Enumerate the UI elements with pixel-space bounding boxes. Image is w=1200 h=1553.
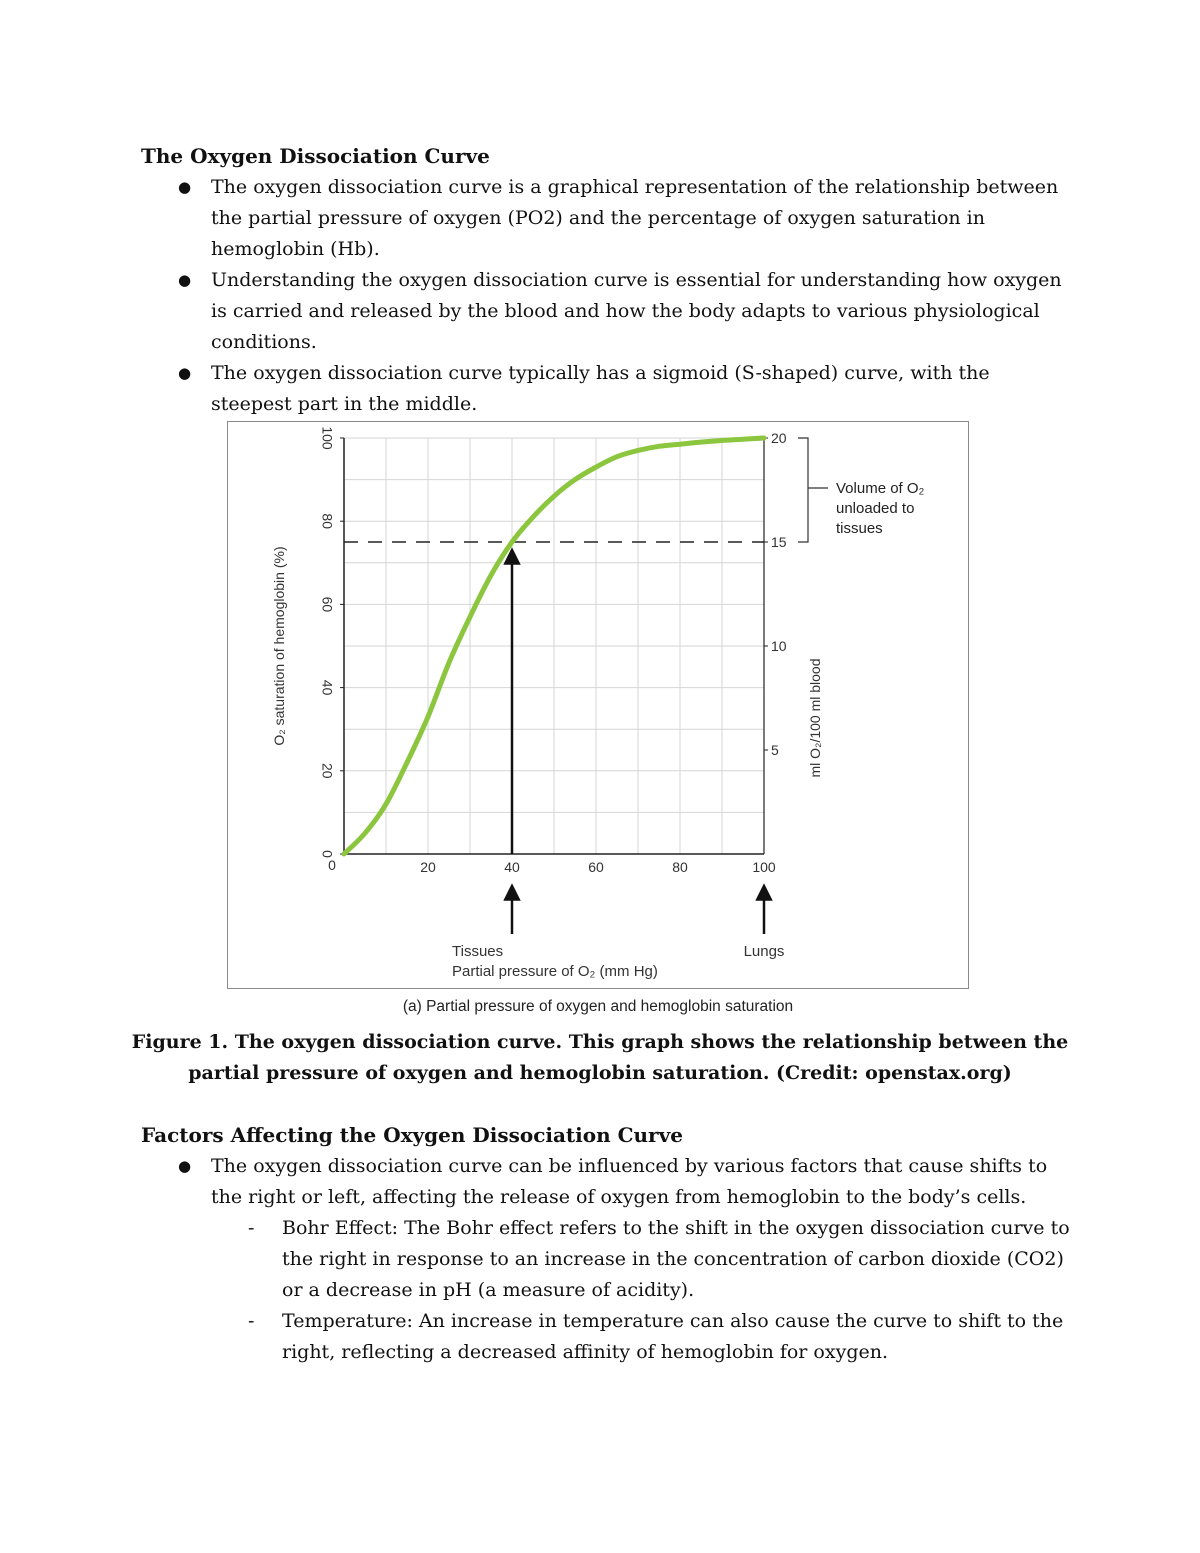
y2-tick-label: 10 (771, 638, 787, 654)
chart-tick-labels (271, 426, 823, 875)
y-tick-label: 0 (319, 850, 336, 858)
y-tick-label: 40 (319, 679, 336, 696)
chart-annotations (452, 438, 925, 980)
list-item (141, 1151, 1071, 1368)
list-item (141, 172, 1071, 265)
y-tick-label: 80 (319, 513, 336, 529)
x-tick-label: 100 (752, 859, 776, 875)
bullet-icon: ● (178, 364, 192, 382)
x-tick-label: 80 (672, 859, 688, 875)
list-item (141, 265, 1071, 358)
y2-tick-label: 15 (771, 534, 787, 550)
section-heading-factors: Factors Affecting the Oxygen Dissociation Curve (141, 1123, 683, 1147)
bullet-text: The oxygen dissociation curve typically has a sigmoid (S-shaped) curve, with the steepest part in the middle. (211, 362, 990, 415)
x-tick-label: 40 (504, 859, 520, 875)
figure-frame (227, 421, 969, 989)
dash-icon: - (248, 1217, 255, 1239)
bullet-text: The oxygen dissociation curve is a graphical representation of the relationship between the partial pressure of oxygen (PO2) and the percentage of oxygen saturation in hemoglobin (Hb). (211, 176, 1059, 260)
sub-list-item (211, 1306, 1071, 1368)
sub-item-text: Bohr Effect: The Bohr effect refers to the shift in the oxygen dissociation curve to the right in response to an increase in the concentration of carbon dioxide (CO2) or a decrease in pH (a measure of acidity). (282, 1217, 1070, 1301)
figure-caption: Figure 1. The oxygen dissociation curve. This graph shows the relationship between the partial pressure of oxygen and hemoglobin saturation. (Credit: openstax.org) (131, 1031, 1069, 1084)
tissues-label: Tissues (452, 943, 504, 960)
dash-icon: - (248, 1310, 255, 1332)
bullet-icon: ● (178, 271, 192, 289)
bullet-list-intro (141, 172, 1071, 420)
bracket-label-line: tissues (836, 520, 883, 537)
lungs-label: Lungs (743, 943, 785, 960)
list-item (141, 358, 1071, 420)
chart-grid (344, 438, 764, 854)
y2-tick-label: 5 (771, 742, 779, 758)
x-tick-label: 60 (588, 859, 604, 875)
sub-list (211, 1213, 1071, 1368)
x-axis-label: Partial pressure of O₂ (mm Hg) (452, 963, 658, 980)
sub-item-text: Temperature: An increase in temperature can also cause the curve to shift to the right, reflecting a decreased affinity of hemoglobin for oxygen. (282, 1310, 1064, 1363)
y-tick-label: 60 (319, 596, 336, 613)
bullet-text: The oxygen dissociation curve can be influenced by various factors that cause shifts to the right or left, affecting the release of oxygen from hemoglobin to the body’s cells. (211, 1155, 1048, 1208)
bullet-icon: ● (178, 178, 192, 196)
y-tick-label: 20 (319, 763, 336, 779)
section-heading-oxygen-dissociation-curve: The Oxygen Dissociation Curve (141, 144, 490, 168)
y-axis-label: O₂ saturation of hemoglobin (%) (271, 546, 287, 746)
volume-bracket (798, 438, 808, 542)
bullet-icon: ● (178, 1157, 192, 1175)
bracket-label-line: unloaded to (836, 500, 915, 517)
bracket-label-line: Volume of O₂ (836, 480, 925, 497)
x-tick-label: 20 (420, 859, 436, 875)
x-tick-label: 0 (328, 857, 336, 873)
chart-title: (a) Partial pressure of oxygen and hemoglobin saturation (402, 998, 794, 1015)
oxygen-dissociation-chart (228, 422, 970, 990)
y2-axis-label: ml O₂/100 ml blood (807, 658, 823, 778)
bullet-text: Understanding the oxygen dissociation curve is essential for understanding how oxygen is carried and released by the blood and how the body adapts to various physiological conditions. (211, 269, 1062, 353)
bullet-list-factors (141, 1151, 1071, 1368)
y-tick-label: 100 (319, 426, 336, 450)
y2-tick-label: 20 (771, 430, 787, 446)
sub-list-item (211, 1213, 1071, 1306)
